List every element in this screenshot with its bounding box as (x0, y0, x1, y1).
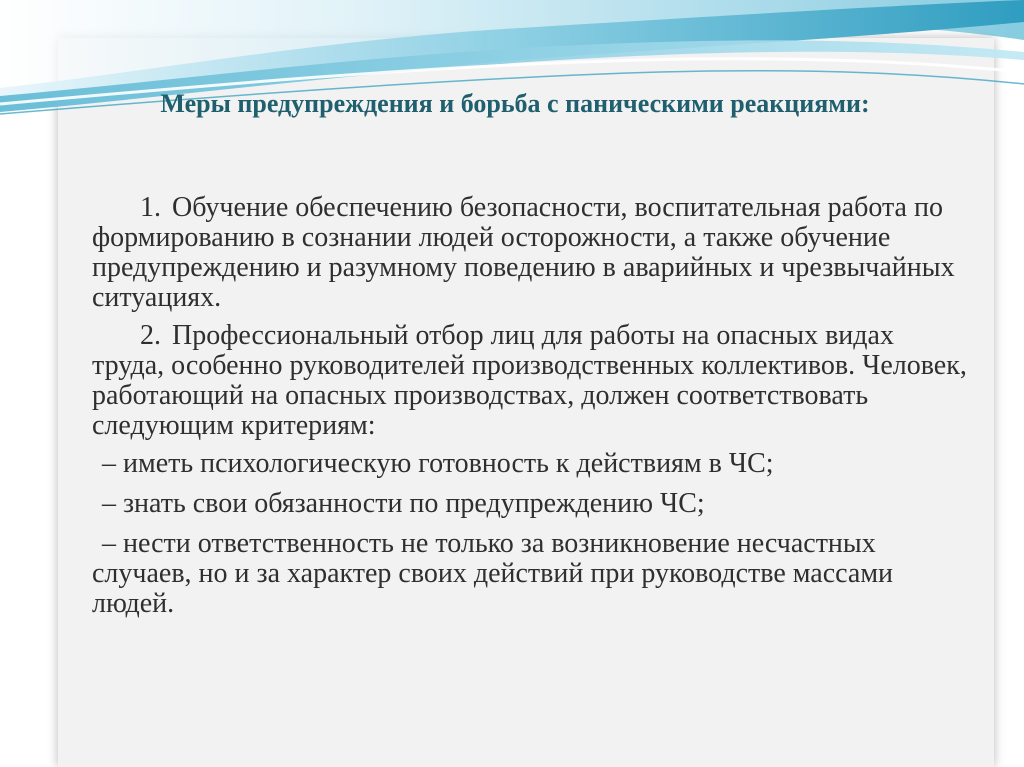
slide-body (92, 193, 972, 629)
point-1 (92, 193, 972, 313)
point-1-number: 1. (140, 192, 161, 223)
point-1-text: Обучение обеспечению безопасности, воспитательная работа по формированию в сознании людей осторожности, а также обучение предупреждению и разумному поведению в аварийных и чрезвычайных ситуациях. (92, 192, 955, 313)
criterion-1: – иметь психологическую готовность к действиям в ЧС; (102, 448, 774, 479)
point-2-text: Профессиональный отбор лиц для работы на опасных видах труда, особенно руководителей производственных коллективов. Человек, работающий на опасных производствах, должен соответствовать следующим критериям: (92, 320, 967, 441)
point-2 (92, 321, 972, 441)
criterion-2: – знать свои обязанности по предупреждению ЧС; (102, 488, 705, 519)
point-2-number: 2. (140, 320, 161, 351)
criterion-3: – нести ответственность не только за возникновение несчастных случаев, но и за характер своих действий при руководстве массами людей. (92, 528, 894, 619)
slide-title: Меры предупреждения и борьба с паническими реакциями: (160, 89, 870, 118)
